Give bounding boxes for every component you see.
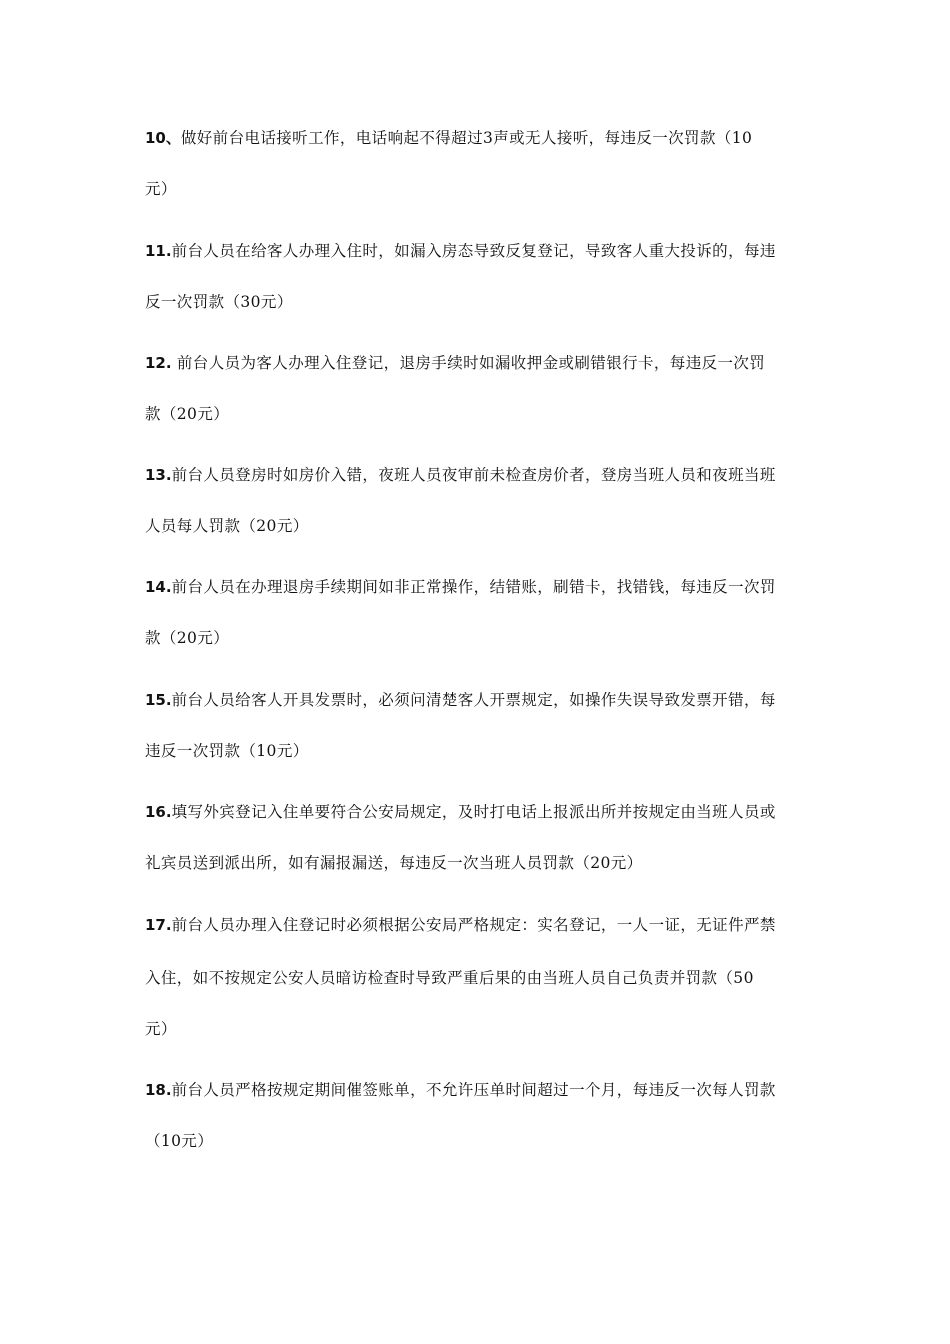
rule-text: 填写外宾登记入住单要符合公安局规定，及时打电话上报派出所并按规定由当班人员或 xyxy=(171,803,776,821)
rule-line xyxy=(145,465,776,485)
rule-text: 前台人员在给客人办理入住时，如漏入房态导致反复登记，导致客人重大投诉的，每违 xyxy=(171,242,776,260)
rule-line xyxy=(145,915,776,935)
rule-text: 前台人员登房时如房价入错，夜班人员夜审前未检查房价者，登房当班人员和夜班当班 xyxy=(171,466,776,484)
rule-number: 18. xyxy=(145,1081,172,1099)
rule-number: 13. xyxy=(145,466,172,484)
rule-line xyxy=(145,241,776,261)
rule-line xyxy=(145,968,754,988)
rule-text: 违反一次罚款（10元） xyxy=(145,742,309,760)
rule-line xyxy=(145,516,309,536)
rule-text: 前台人员办理入住登记时必须根据公安局严格规定：实名登记，一人一证，无证件严禁 xyxy=(171,916,776,934)
rule-text: 人员每人罚款（20元） xyxy=(145,517,309,535)
rule-number: 14. xyxy=(145,578,172,596)
rule-text: 款（20元） xyxy=(145,405,230,423)
rule-line xyxy=(145,1131,213,1151)
rule-text: 做好前台电话接听工作，电话响起不得超过3声或无人接听，每违反一次罚款（10 xyxy=(180,129,753,147)
rule-line xyxy=(145,404,229,424)
rule-line xyxy=(145,1019,177,1039)
rule-line xyxy=(145,577,776,597)
rule-text: 入住，如不按规定公安人员暗访检查时导致严重后果的由当班人员自己负责并罚款（50 xyxy=(145,969,754,987)
rule-text: 前台人员严格按规定期间催签账单，不允许压单时间超过一个月，每违反一次每人罚款 xyxy=(171,1081,776,1099)
rule-text: 款（20元） xyxy=(145,629,230,647)
rule-line xyxy=(145,292,293,312)
rule-line xyxy=(145,1080,776,1100)
rule-text: 礼宾员送到派出所，如有漏报漏送，每违反一次当班人员罚款（20元） xyxy=(145,854,643,872)
rule-line xyxy=(145,690,776,710)
rule-line xyxy=(145,853,643,873)
rule-line xyxy=(145,128,752,148)
rule-number: 10、 xyxy=(145,129,181,147)
rule-text: 反一次罚款（30元） xyxy=(145,293,293,311)
rule-line xyxy=(145,179,177,199)
rule-text: 前台人员为客人办理入住登记，退房手续时如漏收押金或刷错银行卡，每违反一次罚 xyxy=(171,354,766,372)
rule-line xyxy=(145,628,229,648)
rule-text: 前台人员在办理退房手续期间如非正常操作，结错账，刷错卡，找错钱，每违反一次罚 xyxy=(171,578,776,596)
rule-text: 前台人员给客人开具发票时，必须问清楚客人开票规定，如操作失误导致发票开错，每 xyxy=(171,691,776,709)
rule-number: 12. xyxy=(145,354,172,372)
rule-line xyxy=(145,741,309,761)
rule-text: 元） xyxy=(145,1020,177,1038)
rule-line xyxy=(145,802,776,822)
rule-line xyxy=(145,353,765,373)
rule-text: 元） xyxy=(145,180,177,198)
rule-number: 15. xyxy=(145,691,172,709)
rule-number: 16. xyxy=(145,803,172,821)
rule-number: 17. xyxy=(145,916,172,934)
rule-text: （10元） xyxy=(145,1132,214,1150)
rule-number: 11. xyxy=(145,242,172,260)
